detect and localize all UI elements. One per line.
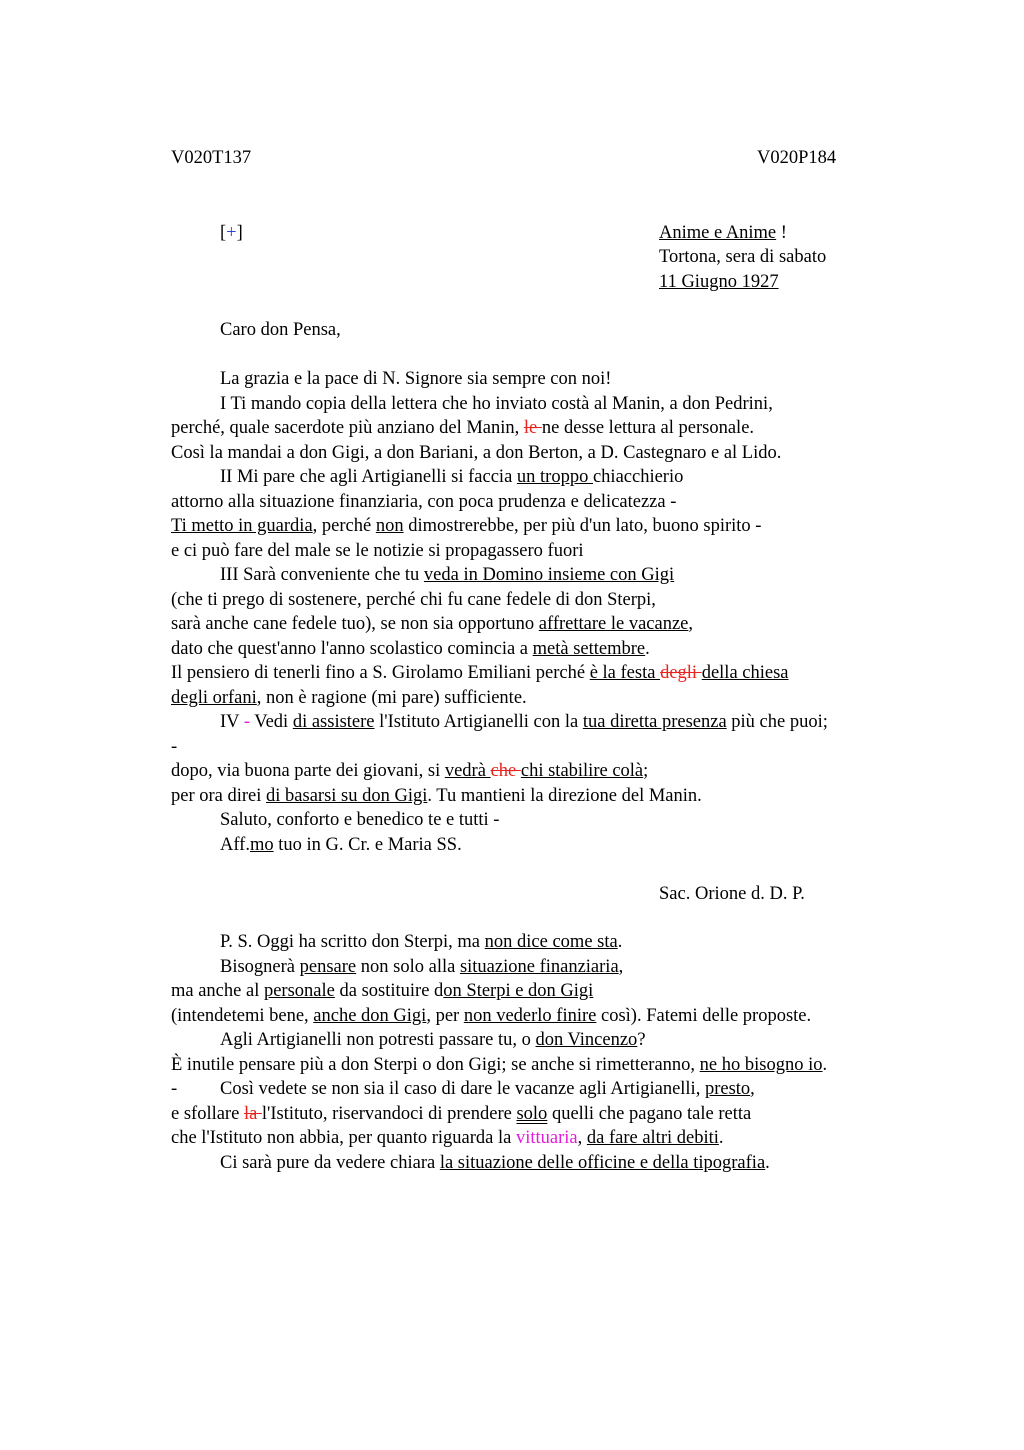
letter-title: Anime e Anime !	[659, 223, 787, 243]
ps-line: Agli Artigianelli non potresti passare tu, o don Vincenzo?	[220, 1030, 646, 1050]
body-line: per ora direi di basarsi su don Gigi. Tu mantieni la direzione del Manin.	[171, 786, 702, 806]
body-line: La grazia e la pace di N. Signore sia sempre con noi!	[220, 369, 612, 389]
body-line: IV - Vedi di assistere l'Istituto Artigianelli con la tua diretta presenza più che puoi;	[220, 712, 828, 732]
ps-line: P. S. Oggi ha scritto don Sterpi, ma non dice come sta.	[220, 932, 623, 952]
body-line: perché, quale sacerdote più anziano del Manin, le ne desse lettura al personale.	[171, 418, 755, 438]
ps-line: e sfollare la l'Istituto, riservandoci di prendere solo quelli che pagano tale retta	[171, 1104, 752, 1124]
ps-line: Ci sarà pure da vedere chiara la situazione delle officine e della tipografia.	[220, 1153, 770, 1173]
body-line: (che ti prego di sostenere, perché chi fu cane fedele di don Sterpi,	[171, 590, 656, 610]
body-line: -	[171, 737, 178, 757]
ps-line: Così vedete se non sia il caso di dare le vacanze agli Artigianelli, presto,	[220, 1079, 755, 1099]
plus-mark: +	[226, 223, 237, 243]
body-line: Saluto, conforto e benedico te e tutti -	[220, 810, 500, 830]
letter-date: 11 Giugno 1927	[659, 272, 779, 292]
note-marker: [+]	[220, 223, 243, 243]
body-line: II Mi pare che agli Artigianelli si faccia un troppo chiacchierio	[220, 467, 684, 487]
body-line: attorno alla situazione finanziaria, con poca prudenza e delicatezza -	[171, 492, 677, 512]
signature: Sac. Orione d. D. P.	[659, 884, 805, 904]
letter-place: Tortona, sera di sabato	[659, 247, 827, 267]
body-line: Il pensiero di tenerli fino a S. Girolamo Emiliani perché è la festa degli della chiesa	[171, 663, 789, 683]
body-line: Ti metto in guardia, perché non dimostrerebbe, per più d'un lato, buono spirito -	[171, 516, 762, 536]
body-line: e ci può fare del male se le notizie si propagassero fuori	[171, 541, 584, 561]
ps-line: È inutile pensare più a don Sterpi o don Gigi; se anche si rimetteranno, ne ho bisogno io.	[171, 1055, 828, 1075]
document-code-left: V020T137	[171, 148, 252, 168]
body-line: dopo, via buona parte dei giovani, si vedrà che chi stabilire colà;	[171, 761, 649, 781]
ps-line: (intendetemi bene, anche don Gigi, per non vederlo finire così). Fatemi delle proposte.	[171, 1006, 812, 1026]
body-line: I Ti mando copia della lettera che ho inviato costà al Manin, a don Pedrini,	[220, 394, 773, 414]
body-line: degli orfani, non è ragione (mi pare) sufficiente.	[171, 688, 527, 708]
body-line: dato che quest'anno l'anno scolastico comincia a metà settembre.	[171, 639, 650, 659]
body-line: Così la mandai a don Gigi, a don Bariani, a don Berton, a D. Castegnaro e al Lido.	[171, 443, 782, 463]
body-line: sarà anche cane fedele tuo), se non sia opportuno affrettare le vacanze,	[171, 614, 694, 634]
ps-line: Bisognerà pensare non solo alla situazione finanziaria,	[220, 957, 624, 977]
ps-line-dash: -	[171, 1079, 178, 1099]
document-code-right: V020P184	[757, 148, 837, 168]
body-line: III Sarà conveniente che tu veda in Domino insieme con Gigi	[220, 565, 675, 585]
body-line: Aff.mo tuo in G. Cr. e Maria SS.	[220, 835, 462, 855]
salutation: Caro don Pensa,	[220, 320, 341, 340]
ps-line: che l'Istituto non abbia, per quanto riguarda la vittuaria, da fare altri debiti.	[171, 1128, 724, 1148]
ps-line: ma anche al personale da sostituire don Sterpi e don Gigi	[171, 981, 594, 1001]
